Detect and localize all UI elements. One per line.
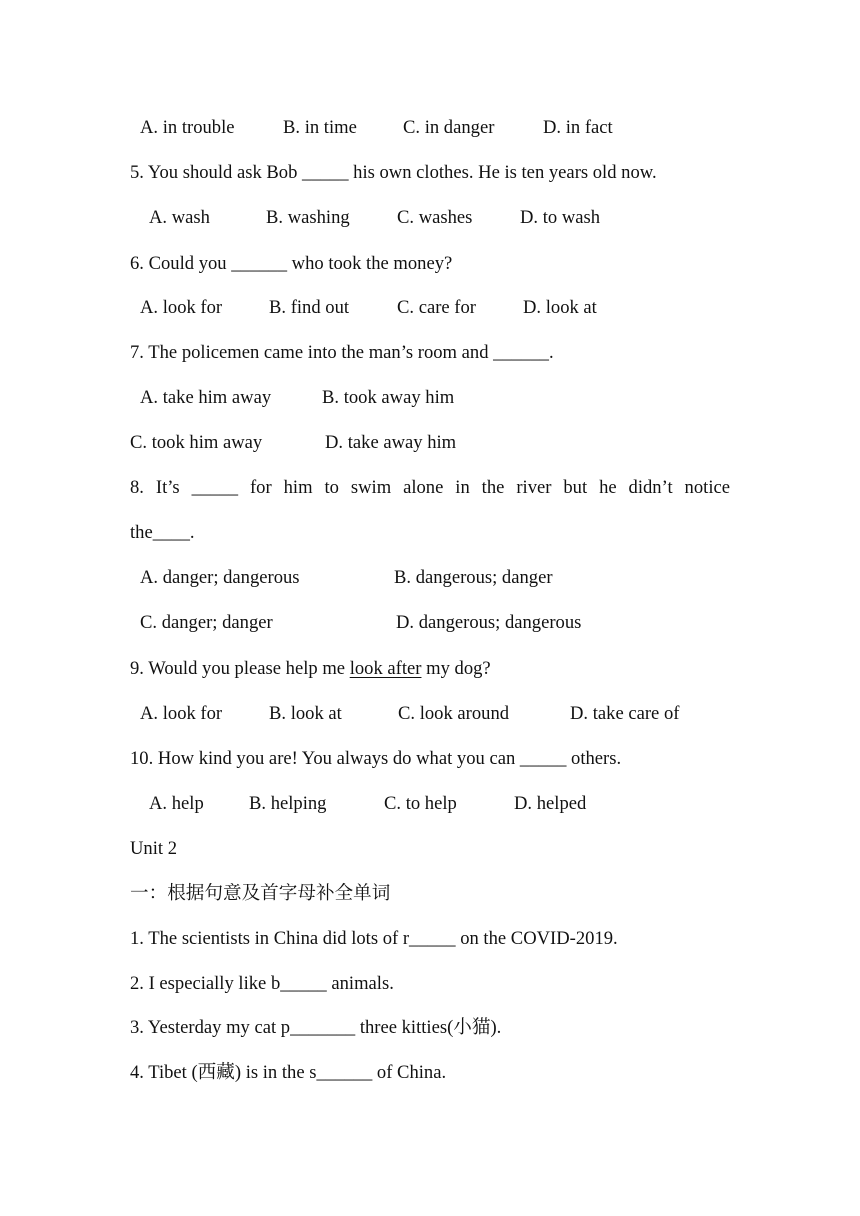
fill-item-4: 4. Tibet (西藏) is in the s______ of China. xyxy=(130,1062,447,1083)
q9-option-a: A. look for xyxy=(140,703,223,724)
q9-question xyxy=(130,657,491,681)
q4-option-a: A. in trouble xyxy=(140,117,235,138)
q6-option-d: D. look at xyxy=(523,297,597,318)
q9-question-before: 9. Would you please help me xyxy=(130,658,350,679)
section-heading: 一：根据句意及首字母补全单词 xyxy=(130,883,391,904)
q6-option-c: C. care for xyxy=(397,297,476,318)
q4-option-d: D. in fact xyxy=(543,117,613,138)
fill-item-2: 2. I especially like b_____ animals. xyxy=(130,973,394,994)
q4-option-c: C. in danger xyxy=(403,117,495,138)
q9-option-b: B. look at xyxy=(269,703,342,724)
q5-option-d: D. to wash xyxy=(520,207,601,228)
q8-option-c: C. danger; danger xyxy=(140,612,273,633)
q7-option-c: C. took him away xyxy=(130,432,263,453)
q10-option-b: B. helping xyxy=(249,793,327,814)
q9-question-after: my dog? xyxy=(421,658,491,679)
q8-question-line-1: 8. It’s _____ for him to swim alone in the river but he didn’t notice xyxy=(130,477,730,498)
q5-option-b: B. washing xyxy=(266,207,350,228)
q7-option-a: A. take him away xyxy=(140,387,272,408)
q8-option-a: A. danger; dangerous xyxy=(140,567,300,588)
q8-question-line-2: the____. xyxy=(130,522,195,543)
q10-question: 10. How kind you are! You always do what you can _____ others. xyxy=(130,748,622,769)
fill-item-3: 3. Yesterday my cat p_______ three kitties(小猫). xyxy=(130,1017,502,1038)
fill-item-1: 1. The scientists in China did lots of r_____ on the COVID-2019. xyxy=(130,928,618,949)
q8-option-b: B. dangerous; danger xyxy=(394,567,553,588)
q7-question: 7. The policemen came into the man’s room and ______. xyxy=(130,342,554,363)
q10-option-c: C. to help xyxy=(384,793,457,814)
q4-option-b: B. in time xyxy=(283,117,357,138)
q9-option-d: D. take care of xyxy=(570,703,680,724)
q5-option-c: C. washes xyxy=(397,207,473,228)
q5-question: 5. You should ask Bob _____ his own clothes. He is ten years old now. xyxy=(130,162,657,183)
unit-heading: Unit 2 xyxy=(130,838,178,859)
q7-option-b: B. took away him xyxy=(322,387,455,408)
q9-option-c: C. look around xyxy=(398,703,510,724)
q8-option-d: D. dangerous; dangerous xyxy=(396,612,582,633)
q6-option-b: B. find out xyxy=(269,297,350,318)
q5-option-a: A. wash xyxy=(149,207,210,228)
q6-option-a: A. look for xyxy=(140,297,223,318)
q6-question: 6. Could you ______ who took the money? xyxy=(130,253,453,274)
q7-option-d: D. take away him xyxy=(325,432,457,453)
q10-option-d: D. helped xyxy=(514,793,587,814)
q10-option-a: A. help xyxy=(149,793,204,814)
q9-underlined-phrase: look after xyxy=(349,658,422,679)
